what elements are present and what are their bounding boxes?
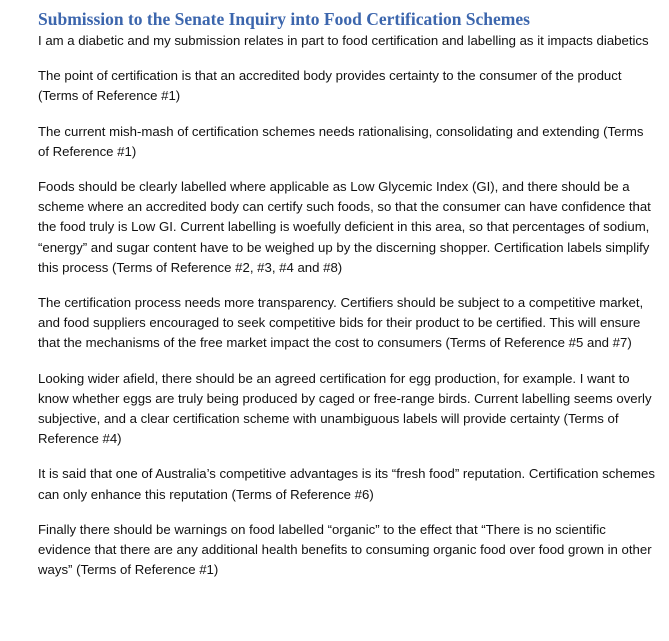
paragraph-mish-mash: The current mish-mash of certification schemes needs rationalising, consolidating and extending (Terms of Reference #1) — [38, 123, 644, 159]
paragraph-low-gi: Foods should be clearly labelled where applicable as Low Glycemic Index (GI), and there should be a scheme where an accredited body can certify such foods, so that the consumer can have confidence that the food truly is Low GI. Current labelling is woefully deficient in this area, so that percentages of sodium, “energy” and sugar content have to be weighed up by the discerning shopper. Certification labels simplify this process (Terms of Reference #2, #3, #4 and #8) — [38, 179, 651, 275]
paragraph-organic-warning: Finally there should be warnings on food labelled “organic” to the effect that “There is no scientific evidence that there are any additional health benefits to consuming organic food over food grown in other ways” (Terms of Reference #1) — [38, 521, 652, 578]
document-title: Submission to the Senate Inquiry into Food Certification Schemes — [38, 9, 530, 29]
paragraph-transparency: The certification process needs more transparency. Certifiers should be subject to a competitive market, and food suppliers encouraged to seek competitive bids for their product to be certified. This will ensure that the mechanisms of the free market impact the cost to consumers (Terms of Reference #5 and #7) — [38, 295, 644, 351]
paragraph-certification-point: The point of certification is that an accredited body provides certainty to the consumer of the product (Terms of Reference #1) — [38, 68, 622, 104]
paragraph-egg-production: Looking wider afield, there should be an agreed certification for egg production, for example. I want to know whether eggs are truly being produced by caged or free-range birds. Current labelling seems overly subjective, and a clear certification scheme with unambiguous labels will provide certainty (Terms of Reference #4) — [38, 370, 652, 447]
paragraph-fresh-food: It is said that one of Australia’s competitive advantages is its “fresh food” reputation. Certification schemes can only enhance this reputation (Terms of Reference #6) — [38, 466, 655, 502]
paragraph-intro: I am a diabetic and my submission relates in part to food certification and labelling as it impacts diabetics — [38, 33, 649, 48]
